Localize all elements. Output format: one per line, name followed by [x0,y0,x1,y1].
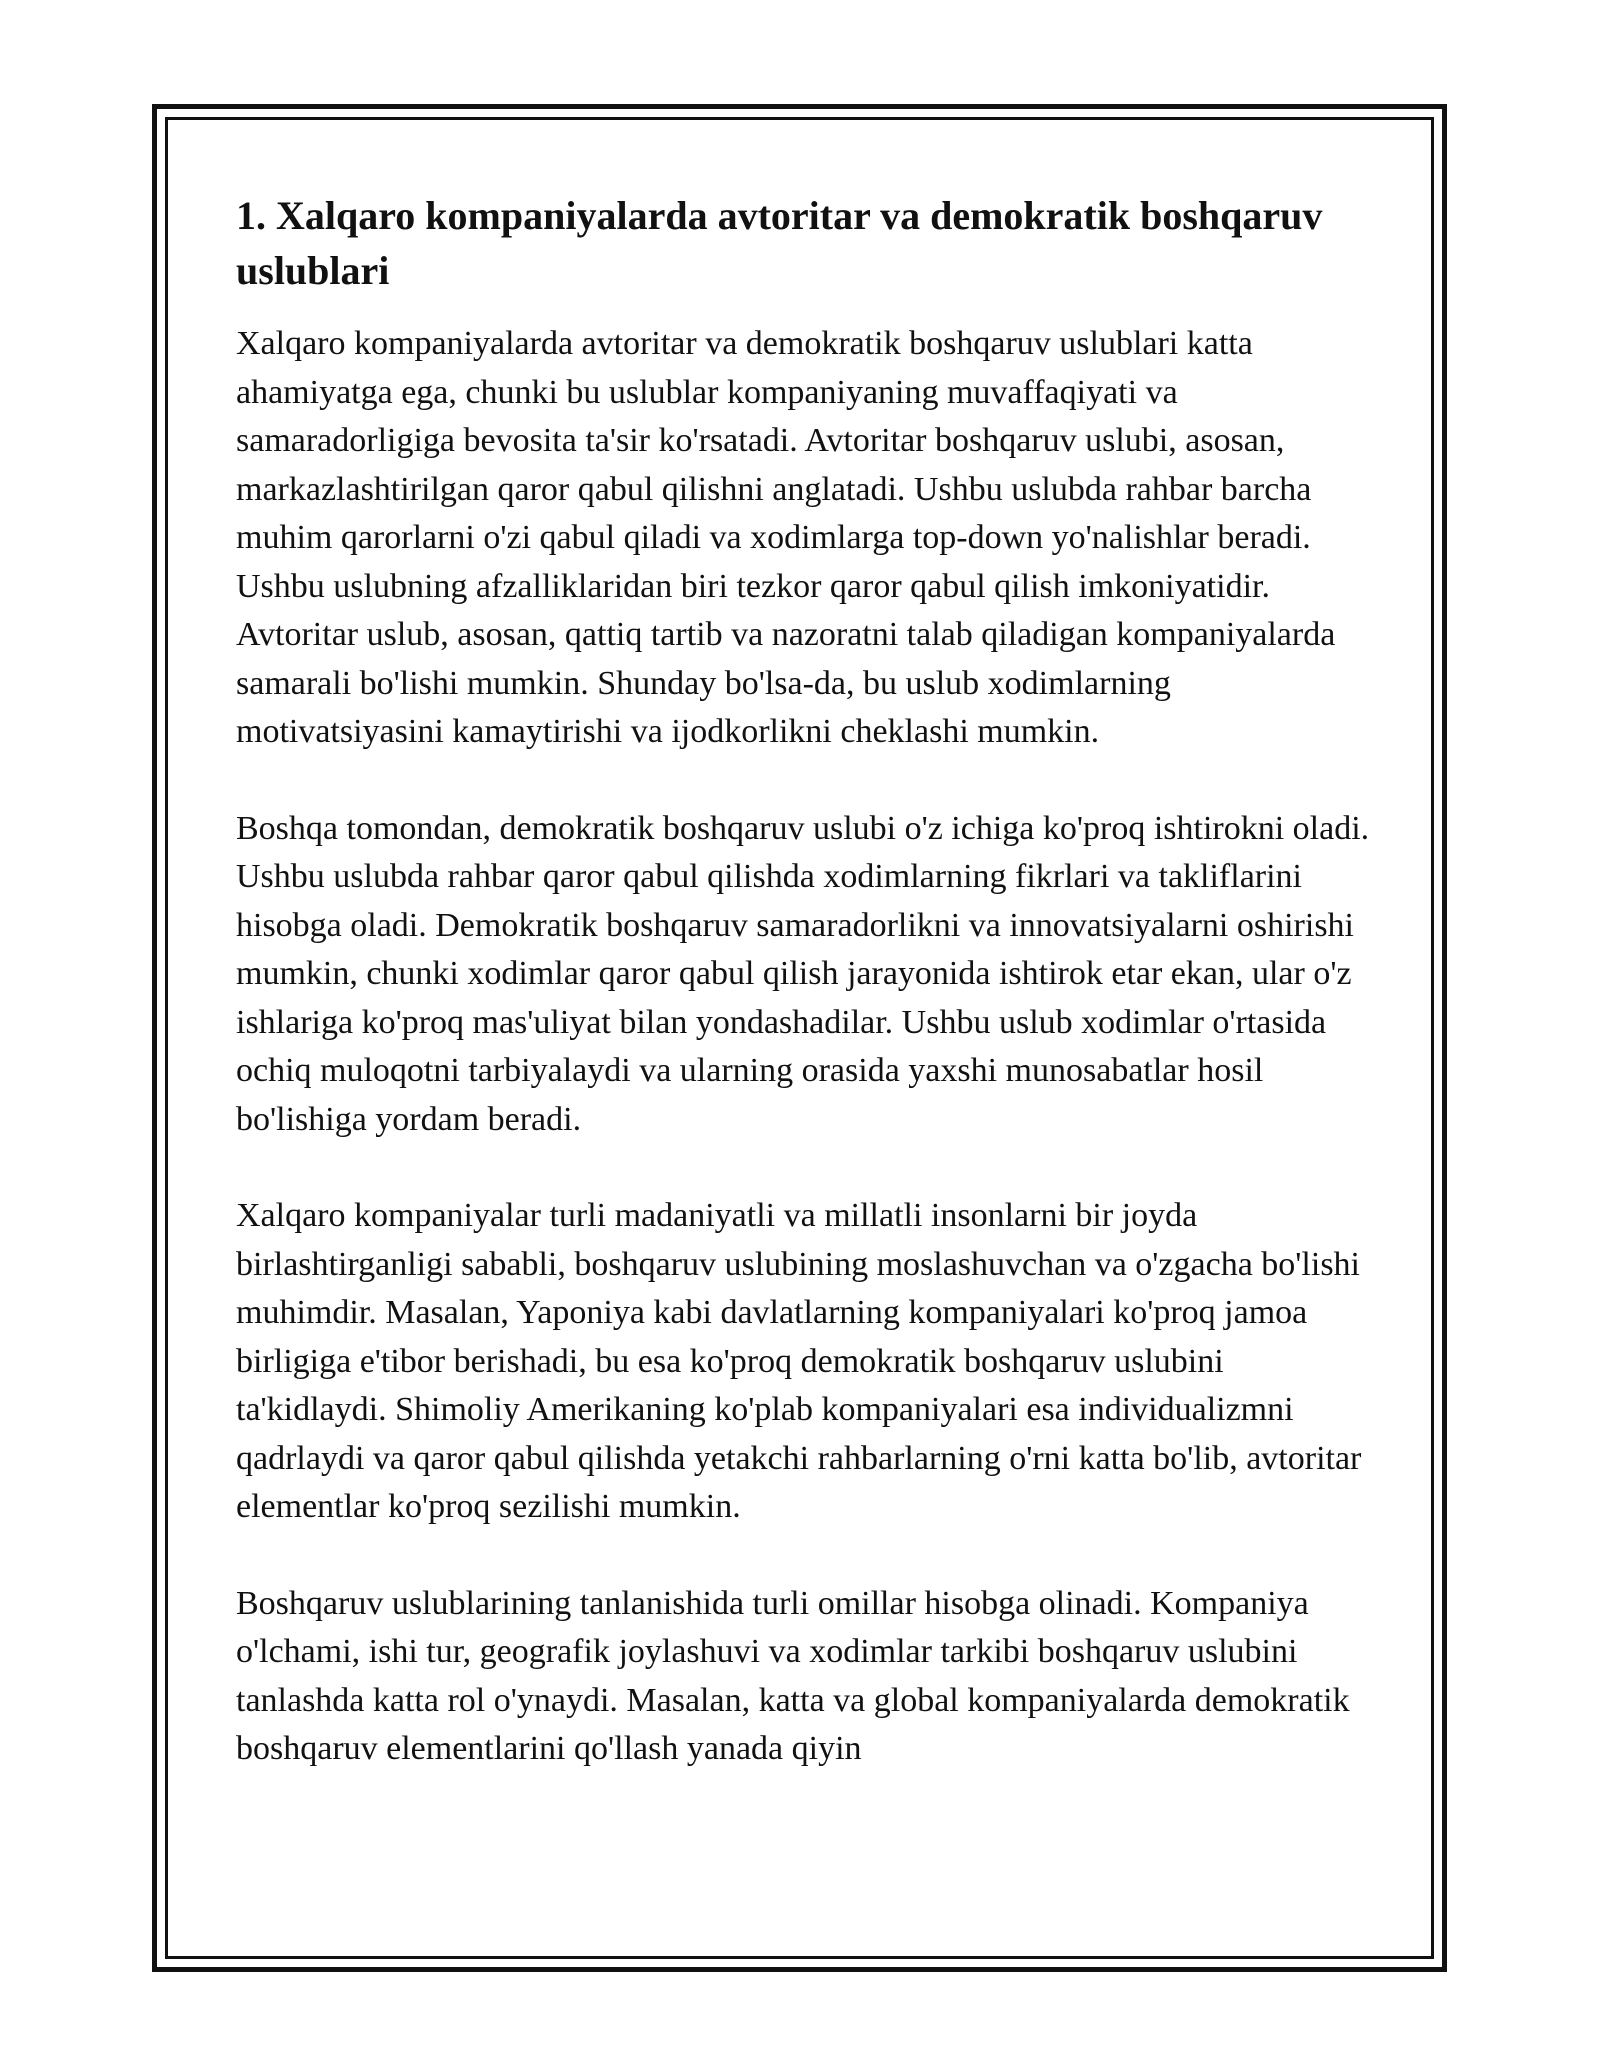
paragraph-democratic-style: Boshqa tomondan, demokratik boshqaruv uslubi o'z ichiga ko'proq ishtirokni oladi. Ushbu uslubda rahbar qaror qabul qilishda xodimlarning fikrlari va takliflarini hisobga oladi. Demokratik boshqaruv samaradorlikni va innovatsiyalarni oshirishi mumkin, chunki xodimlar qaror qabul qilish jarayonida ishtirok etar ekan, ular o'z ishlariga ko'proq mas'uliyat bilan yondashadilar. Ushbu uslub xodimlar o'rtasida ochiq muloqotni tarbiyalaydi va ularning orasida yaxshi munosabatlar hosil bo'lishiga yordam beradi. [236,809,1370,1138]
document-body [236,188,1376,1822]
paragraph-style-selection: Boshqaruv uslublarining tanlanishida turli omillar hisobga olinadi. Kompaniya o'lchami, ishi tur, geografik joylashuvi va xodimlar tarkibi boshqaruv uslubini tanlashda katta rol o'ynaydi. Masalan, katta va global kompaniyalarda demokratik boshqaruv elementlarini qo'llash yanada qiyin [236,1584,1350,1767]
paragraph-cultural-differences: Xalqaro kompaniyalar turli madaniyatli va millatli insonlarni bir joyda birlashtirganligi sababli, boshqaruv uslubining moslashuvchan va o'zgacha bo'lishi muhimdir. Masalan, Yaponiya kabi davlatlarning kompaniyalari ko'proq jamoa birligiga e'tibor berishadi, bu esa ko'proq demokratik boshqaruv uslubini ta'kidlaydi. Shimoliy Amerikaning ko'plab kompaniyalari esa individualizmni qadrlaydi va qaror qabul qilishda yetakchi rahbarlarning o'rni katta bo'lib, avtoritar elementlar ko'proq sezilishi mumkin. [236,1197,1362,1525]
paragraph-authoritarian-style: Xalqaro kompaniyalarda avtoritar va demokratik boshqaruv uslublari katta ahamiyatga ega, chunki bu uslublar kompaniyaning muvaffaqiyati va samaradorligiga bevosita ta'sir ko'rsatadi. Avtoritar boshqaruv uslubi, asosan, markazlashtirilgan qaror qabul qilishni anglatadi. Ushbu uslubda rahbar barcha muhim qarorlarni o'zi qabul qiladi va xodimlarga top-down yo'nalishlar beradi. Ushbu uslubning afzalliklaridan biri tezkor qaror qabul qilish imkoniyatidir. Avtoritar uslub, asosan, qattiq tartib va nazoratni talab qiladigan kompaniyalarda samarali bo'lishi mumkin. Shunday bo'lsa-da, bu uslub xodimlarning motivatsiyasini kamaytirishi va ijodkorlikni cheklashi mumkin. [236,325,1336,750]
section-heading: 1. Xalqaro kompaniyalarda avtoritar va demokratik boshqaruv uslublari [236,193,1323,293]
